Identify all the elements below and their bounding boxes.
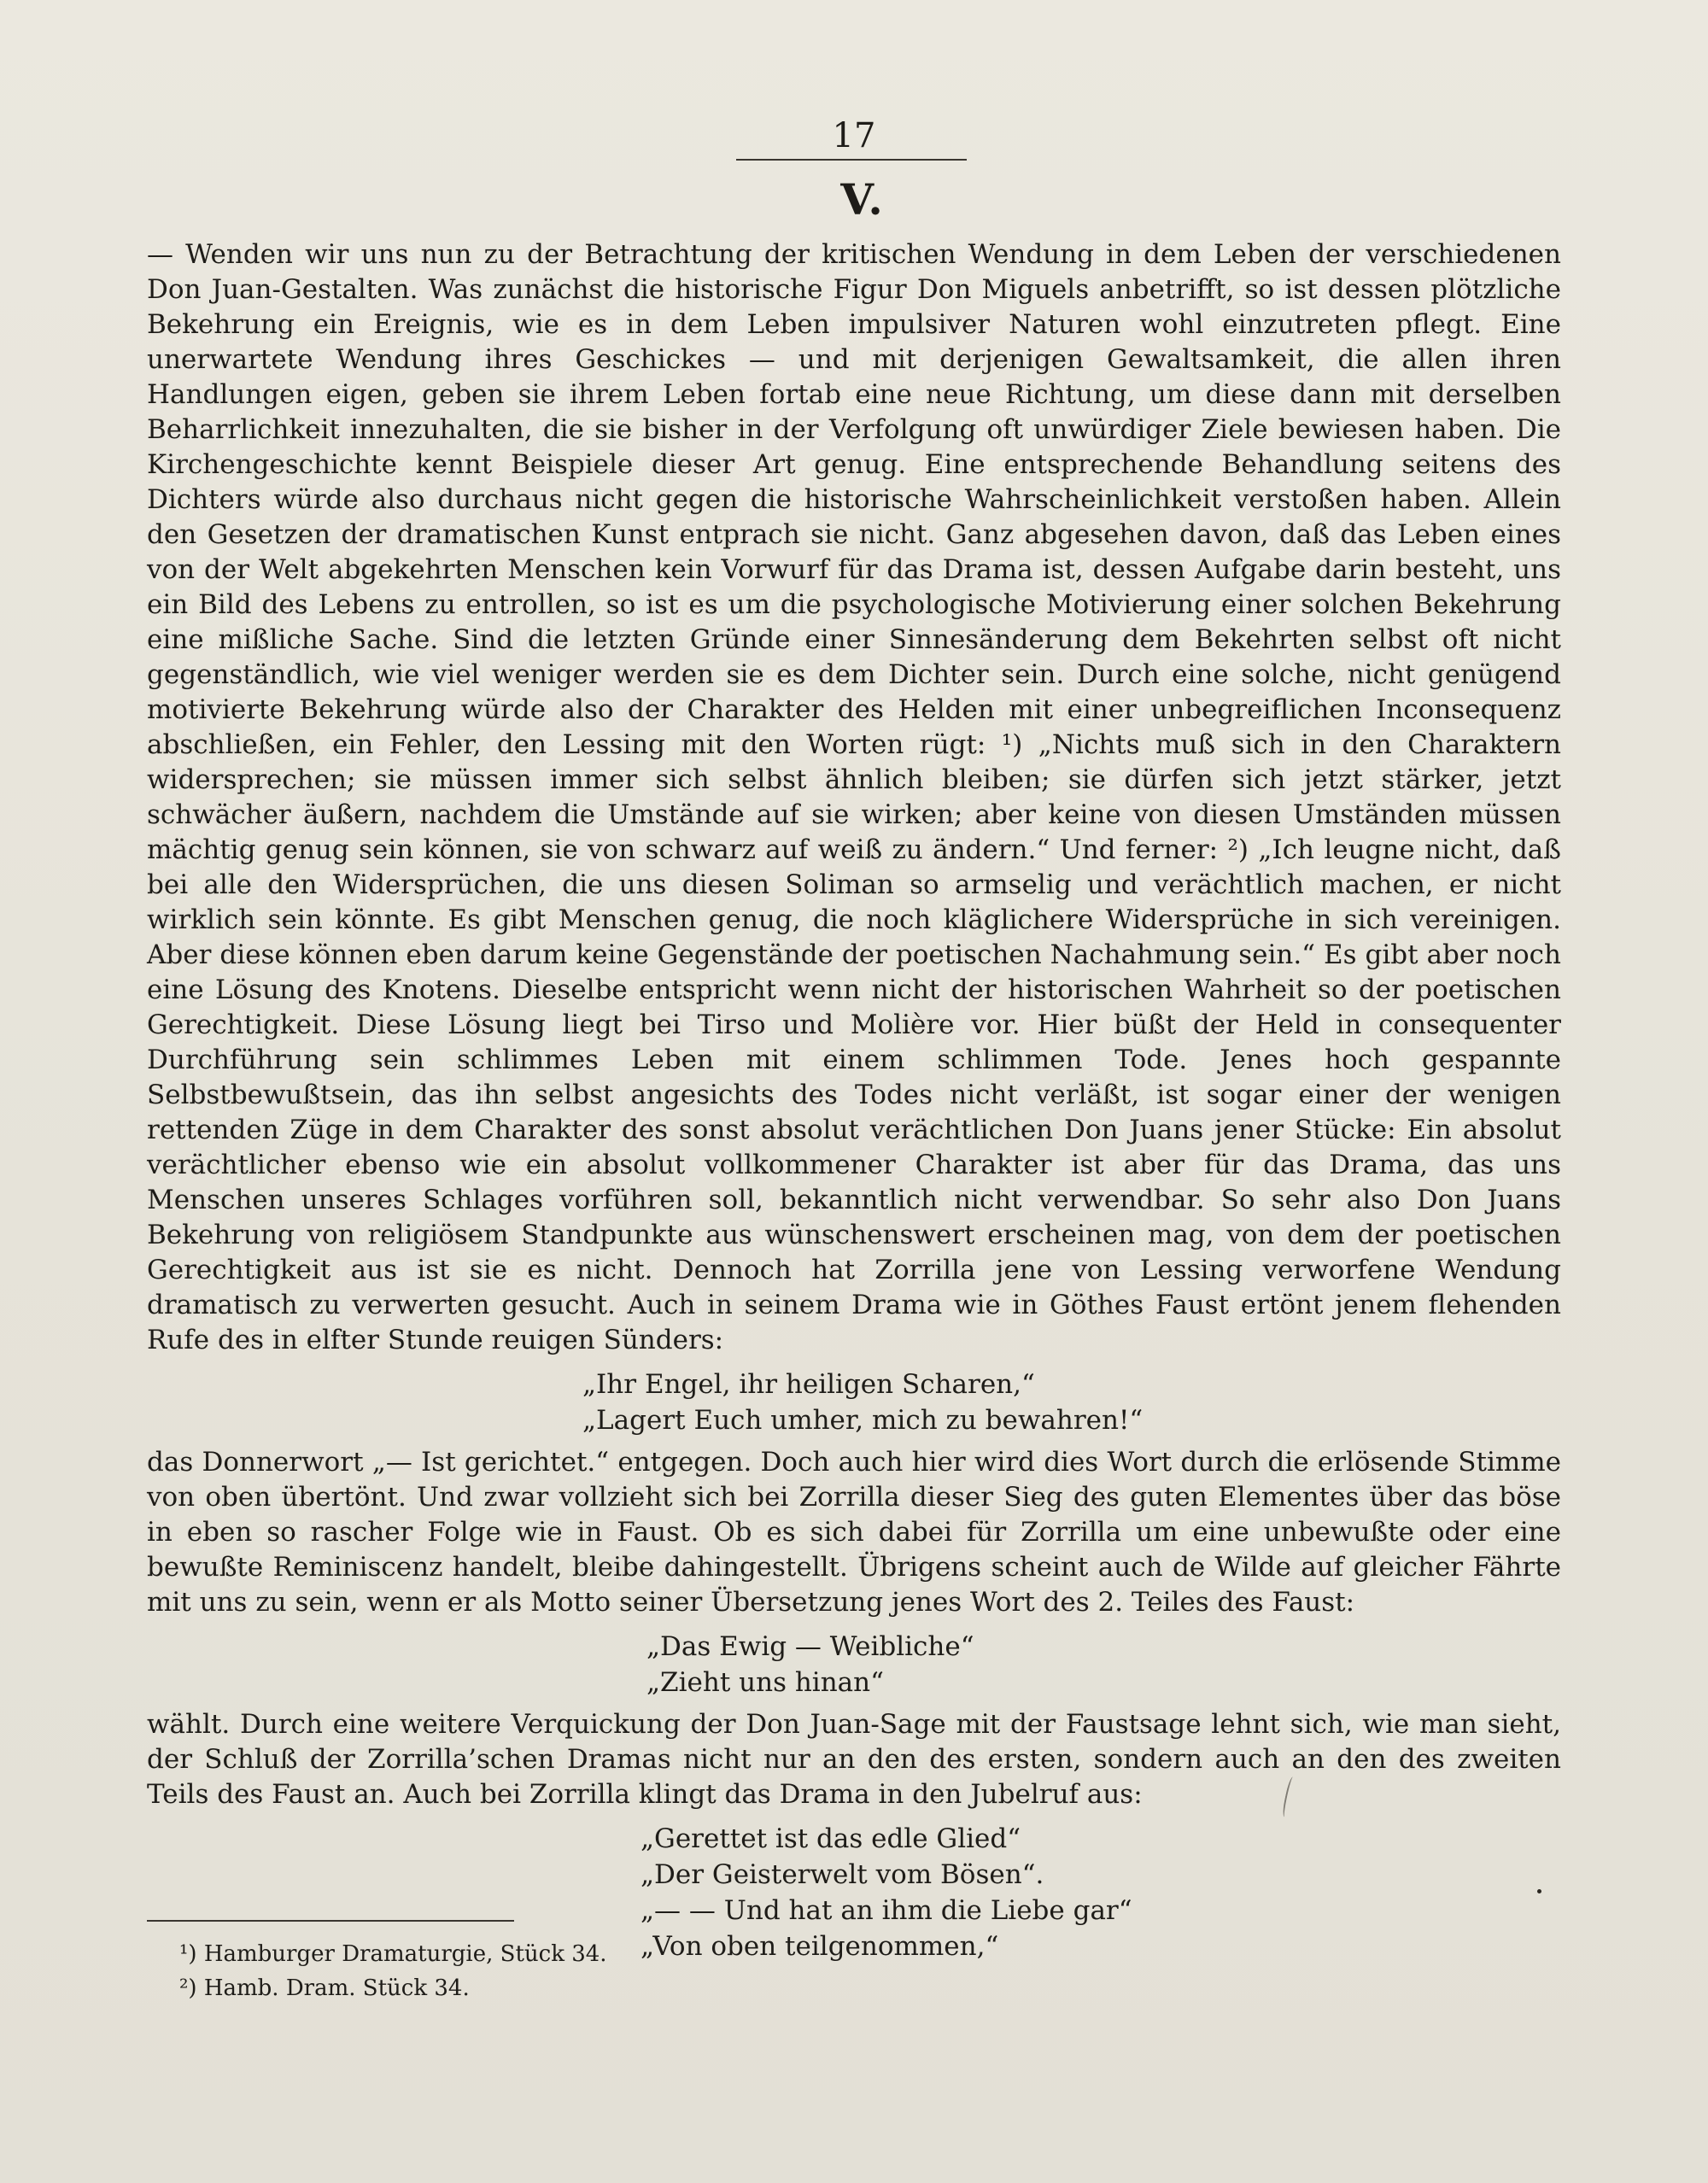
verse-line: „Ihr Engel, ihr heiligen Scharen,“ [582,1369,1035,1400]
paragraph-2: das Donnerwort „— Ist gerichtet.“ entgegen. Doch auch hier wird dies Wort durch die erlösende Stimme von oben übertönt. Und zwar vollzieht sich bei Zorrilla dieser Sieg des guten Elementes über das böse in eben so rascher Folge wie in Faust. Ob es sich dabei für Zorrilla um eine unbewußte oder eine bewußte Reminiscenz handelt, bleibe dahingestellt. Übrigens scheint auch de Wilde auf gleicher Fährte mit uns zu sein, wenn er als Motto seiner Übersetzung jenes Wort des 2. Teiles des Faust: [147,1447,1561,1618]
verse-line: „Von oben teilgenommen,“ [640,1931,999,1962]
verse-line: „Lagert Euch umher, mich zu bewahren!“ [582,1405,1144,1436]
verse-block-2 [147,1629,1561,1700]
verse-line: „Gerettet ist das edle Glied“ [640,1823,1021,1854]
page-number: 17 [832,116,876,155]
paragraph-3: wählt. Durch eine weitere Verquickung der Don Juan-Sage mit der Faustsage lehnt sich, wie man sieht, der Schluß der Zorrilla’schen Dramas nicht nur an den des ersten, sondern auch an den des zweiten Teils des Faust an. Auch bei Zorrilla klingt das Drama in den Jubelruf aus: [147,1709,1561,1810]
body-text [147,237,1561,1971]
ink-dot [1537,1889,1541,1893]
verse-line: „— — Und hat an ihm die Liebe gar“ [640,1895,1132,1926]
footnotes [179,1937,948,2005]
page-number-rule [736,159,967,161]
footnote-rule [147,1920,514,1922]
footnote-2: ²) Hamb. Dram. Stück 34. [179,1975,470,2001]
verse-block-1 [147,1367,1561,1438]
footnote-1: ¹) Hamburger Dramaturgie, Stück 34. [179,1941,607,1967]
verse-line: „Zieht uns hinan“ [646,1667,884,1698]
verse-line: „Das Ewig — Weibliche“ [646,1631,974,1662]
paragraph-1: — Wenden wir uns nun zu der Betrachtung der kritischen Wendung in dem Leben der verschiedenen Don Juan-Gestalten. Was zunächst die historische Figur Don Miguels anbetrifft, so ist dessen plötzliche Bekehrung ein Ereignis, wie es in dem Leben impulsiver Naturen wohl einzutreten pflegt. Eine unerwartete Wendung ihres Geschickes — und mit derjenigen Gewaltsamkeit, die allen ihren Handlungen eigen, geben sie ihrem Leben fortab eine neue Richtung, um diese dann mit derselben Beharrlichkeit innezuhalten, die sie bisher in der Verfolgung oft unwürdiger Ziele bewiesen haben. Die Kirchengeschichte kennt Beispiele dieser Art genug. Eine entsprechende Behandlung seitens des Dichters würde also durchaus nicht gegen die historische Wahrscheinlichkeit verstoßen haben. Allein den Gesetzen der dramatischen Kunst entprach sie nicht. Ganz abgesehen davon, daß das Leben eines von der Welt abgekehrten Menschen kein Vorwurf für das Drama ist, dessen Aufgabe darin besteht, uns ein Bild des Lebens zu entrollen, so ist es um die psychologische Motivierung einer solchen Bekehrung eine mißliche Sache. Sind die letzten Gründe einer Sinnesänderung dem Bekehrten selbst oft nicht gegenständlich, wie viel weniger werden sie es dem Dichter sein. Durch eine solche, nicht genügend motivierte Bekehrung würde also der Charakter des Helden mit einer unbegreiflichen Inconsequenz abschließen, ein Fehler, den Lessing mit den Worten rügt: ¹) „Nichts muß sich in den Charaktern widersprechen; sie müssen immer sich selbst ähnlich bleiben; sie dürfen sich jetzt stärker, jetzt schwächer äußern, nachdem die Umstände auf sie wirken; aber keine von diesen Umständen müssen mächtig genug sein können, sie von schwarz auf weiß zu ändern.“ Und ferner: ²) „Ich leugne nicht, daß bei alle den Widersprüchen, die uns diesen Soliman so armselig und verächtlich machen, er nicht wirklich sein könnte. Es gibt Menschen genug, die noch kläglichere Widersprüche in sich vereinigen. Aber diese können eben darum keine Gegenstände der poetischen Nachahmung sein.“ Es gibt aber noch eine Lösung des Knotens. Dieselbe entspricht wenn nicht der historischen Wahrheit so der poetischen Gerechtigkeit. Diese Lösung liegt bei Tirso und Molière vor. Hier büßt der Held in consequenter Durchführung sein schlimmes Leben mit einem schlimmen Tode. Jenes hoch gespannte Selbstbewußtsein, das ihn selbst angesichts des Todes nicht verläßt, ist sogar einer der wenigen rettenden Züge in dem Charakter des sonst absolut verächtlichen Don Juans jener Stücke: Ein absolut verächtlicher ebenso wie ein absolut vollkommener Charakter ist aber für das Drama, das uns Menschen unseres Schlages vorführen soll, bekanntlich nicht verwendbar. So sehr also Don Juans Bekehrung von religiösem Standpunkte aus wünschenswert erscheinen mag, von dem der poetischen Gerechtigkeit aus ist sie es nicht. Dennoch hat Zorrilla jene von Lessing verworfene Wendung dramatisch zu verwerten gesucht. Auch in seinem Drama wie in Göthes Faust ertönt jenem flehenden Rufe des in elfter Stunde reuigen Sünders: [147,239,1561,1355]
verse-line: „Der Geisterwelt vom Bösen“. [640,1859,1044,1890]
section-heading: V. [840,174,885,225]
